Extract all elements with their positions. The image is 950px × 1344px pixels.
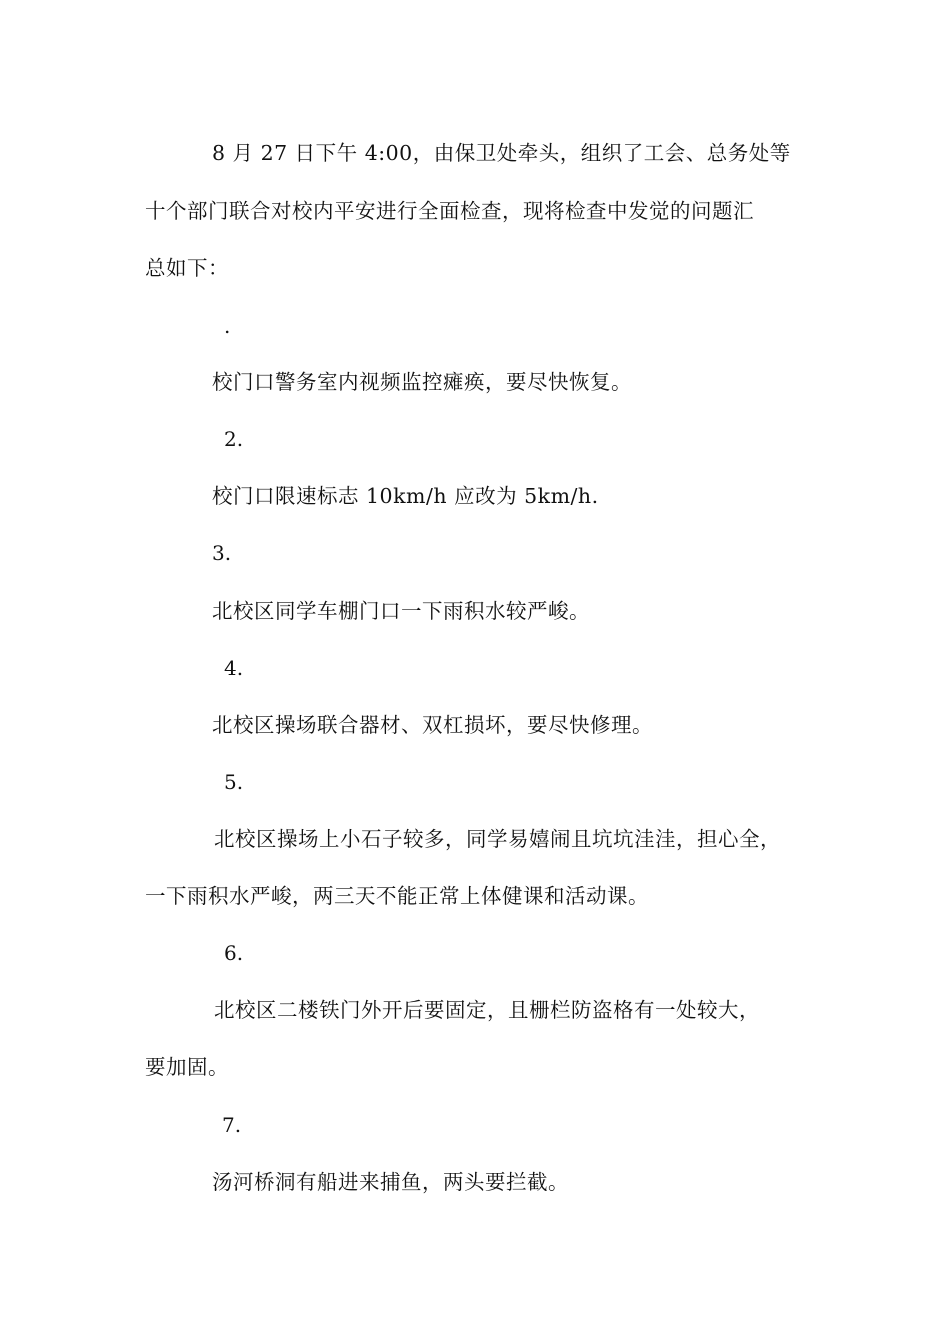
item-6-text-line-2: 要加固。: [145, 1055, 229, 1079]
item-4-text: 北校区操场联合器材、双杠损坏，要尽快修理。: [212, 713, 653, 737]
item-5-number: 5.: [224, 770, 244, 794]
item-1-text: 校门口警务室内视频监控瘫痪，要尽快恢复。: [212, 370, 632, 394]
item-3-text: 北校区同学车棚门口一下雨积水较严峻。: [212, 599, 590, 623]
item-4-number: 4.: [224, 656, 244, 680]
intro-line-1: 8 月 27 日下午 4:00，由保卫处牵头，组织了工会、总务处等: [212, 141, 791, 165]
item-5-text-line-1: 北校区操场上小石子较多，同学易嬉闹且坑坑洼洼，担心全，: [214, 827, 781, 851]
item-5-text-line-2: 一下雨积水严峻，两三天不能正常上体健课和活动课。: [145, 884, 649, 908]
item-2-number: 2.: [224, 427, 244, 451]
item-6-number: 6.: [224, 941, 244, 965]
item-6-text-line-1: 北校区二楼铁门外开后要固定，且栅栏防盗格有一处较大，: [214, 998, 760, 1022]
item-2-text: 校门口限速标志 10km/h 应改为 5km/h.: [212, 484, 599, 508]
item-3-number: 3.: [212, 541, 232, 565]
item-7-text: 汤河桥洞有船进来捕鱼，两头要拦截。: [212, 1170, 569, 1194]
item-1-number: .: [224, 314, 231, 338]
intro-line-2: 十个部门联合对校内平安进行全面检查，现将检查中发觉的问题汇: [145, 199, 754, 223]
intro-line-3: 总如下：: [145, 256, 229, 280]
item-7-number: 7.: [222, 1113, 242, 1137]
